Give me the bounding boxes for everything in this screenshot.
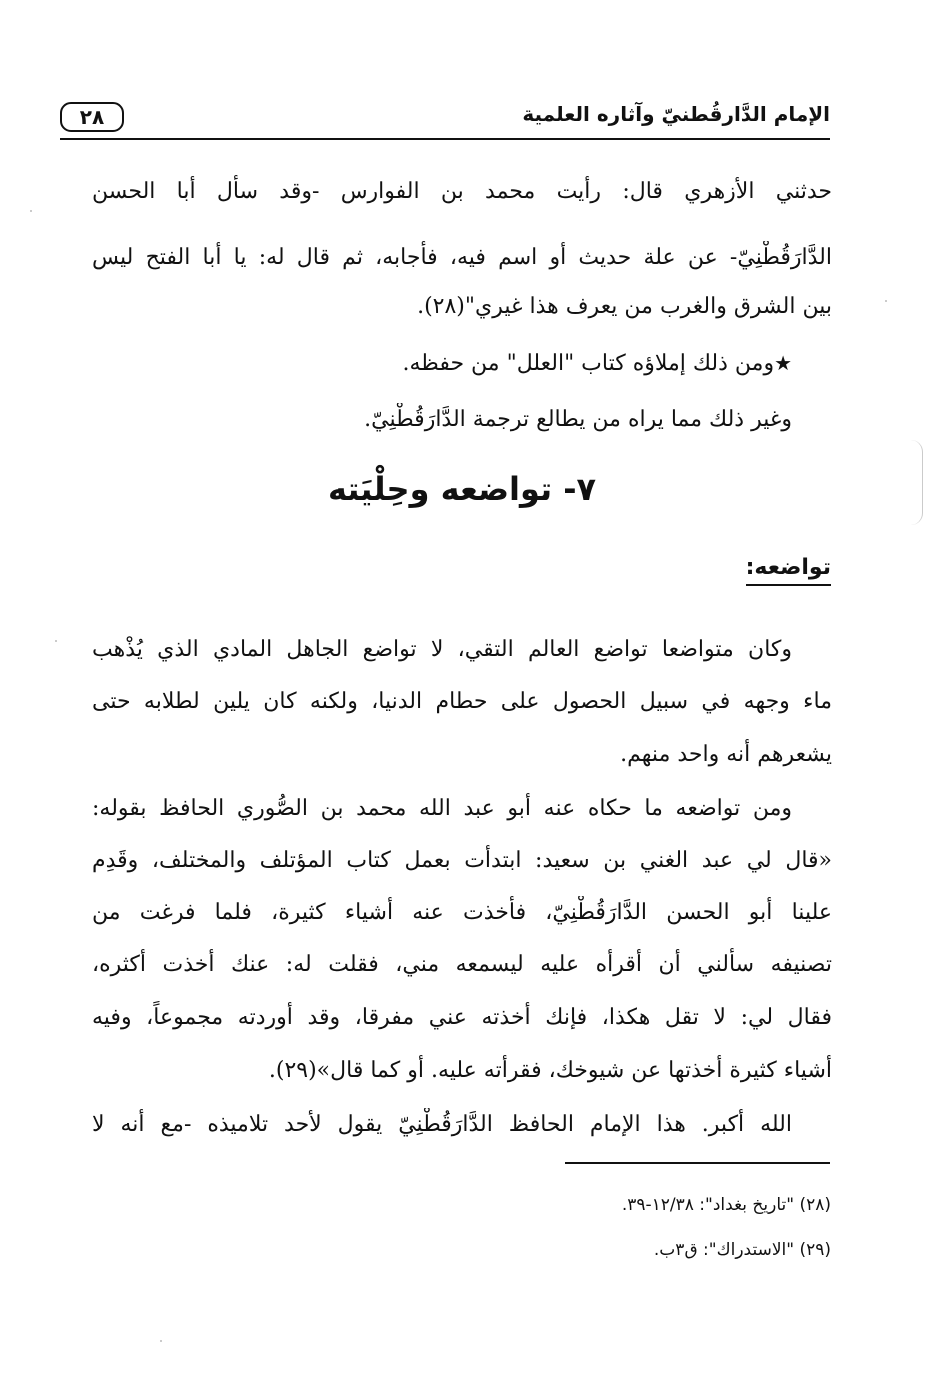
text-line: «قال لي عبد الغني بن سعيد: ابتدأت بعمل كتاب المؤتلف والمختلف، وقَدِم — [92, 848, 832, 873]
text-line: أشياء كثيرة أخذتها عن شيوخك، فقرأته عليه. أو كما قال»(٢٩). — [268, 1058, 832, 1083]
footnote: (٢٨) "تاريخ بغداد": ١٢/٣٨-٣٩. — [621, 1195, 831, 1215]
star-icon: ★ — [774, 351, 792, 375]
text-line: بين الشرق والغرب من يعرف هذا غيري"(٢٨). — [417, 294, 832, 319]
footnote-rule — [565, 1162, 830, 1164]
text-line: وغير ذلك مما يراه من يطالع ترجمة الدَّارَقُطْنِيّ. — [364, 407, 792, 432]
text-line: تصنيفه سألني أن أقرأه عليه ليسمعه مني، فقلت له: عنك أخذت أكثره، — [92, 952, 832, 977]
text-line: ومن تواضعه ما حكاه عنه أبو عبد الله محمد بن الصُّوري الحافظ بقوله: — [92, 796, 792, 821]
text-line — [92, 346, 832, 381]
text-line: الدَّارَقُطْنِيّ- عن علة حديث أو اسم فيه، فأجابه، ثم قال له: يا أبا الفتح ليس — [92, 245, 832, 270]
text-line: يشعرهم أنه واحد منهم. — [620, 742, 832, 767]
text-span: ومن ذلك إملاؤه كتاب "العلل" من حفظه. — [402, 351, 775, 376]
margin-pencil-mark — [900, 440, 923, 525]
text-line: حدثني الأزهري قال: رأيت محمد بن الفوارس -وقد سأل أبا الحسن — [92, 179, 832, 204]
page-number: ٢٨ — [60, 102, 124, 132]
sub-heading: تواضعه: — [746, 555, 831, 586]
footnote: (٢٩) "الاستدراك": ق٣ب. — [653, 1240, 831, 1260]
scan-speck — [55, 640, 57, 642]
running-title: الإمام الدَّارقُطنيّ وآثاره العلمية — [522, 102, 830, 126]
scan-speck — [160, 1340, 162, 1342]
text-line: ماء وجهه في سبيل الحصول على حطام الدنيا، ولكنه كان يلين لطلابه حتى — [92, 689, 832, 714]
scan-speck — [885, 300, 887, 302]
page-header — [60, 96, 830, 144]
text-line: الله أكبر. هذا الإمام الحافظ الدَّارَقُطْنِيّ يقول لأحد تلاميذه -مع أنه لا — [92, 1112, 792, 1137]
text-line: علينا أبو الحسن الدَّارَقُطْنِيّ، فأخذت عنه أشياء كثيرة، فلما فرغت من — [92, 900, 832, 925]
text-line: وكان متواضعا تواضع العالم التقي، لا تواضع الجاهل المادي الذي يُذْهب — [92, 637, 792, 662]
section-title: ٧- تواضعه وحِلْيَته — [327, 470, 597, 508]
header-rule — [60, 138, 830, 140]
scan-speck — [30, 210, 32, 212]
text-line: فقال لي: لا تقل هكذا، فإنك أخذته عني مفرقا، وقد أوردته مجموعاً، وفيه — [92, 1005, 832, 1030]
